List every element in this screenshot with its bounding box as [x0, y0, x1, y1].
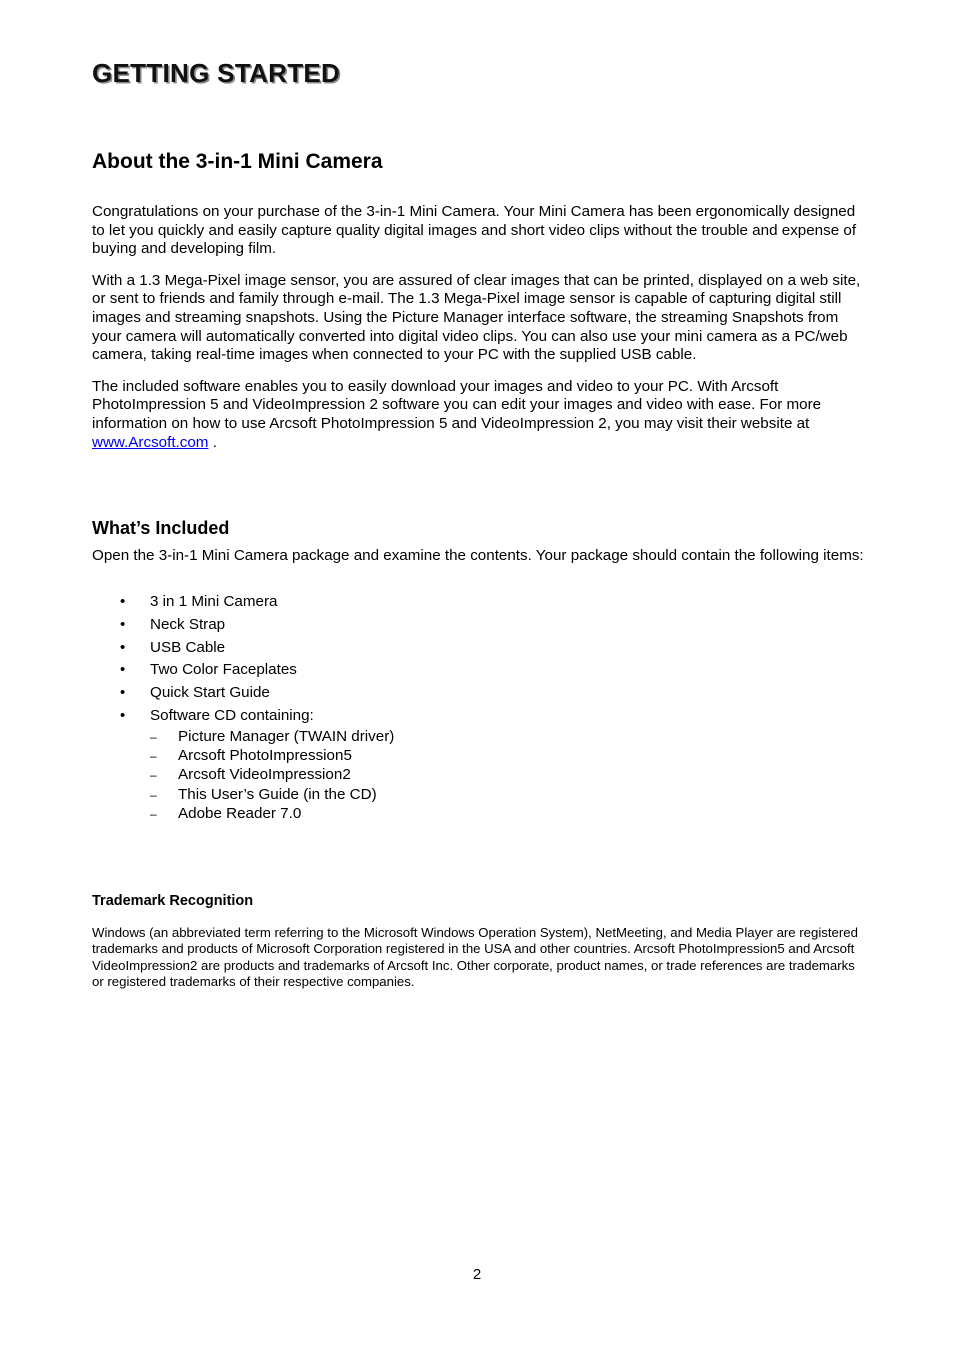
software-cd-contents-list — [150, 728, 394, 825]
intro-paragraph-1: Congratulations on your purchase of the 3-in-1 Mini Camera. Your Mini Camera has been ergonomically designed to let you quickly and easily capture quality digital images and short video clips without the trouble and expense of buying and developing film. — [92, 203, 857, 258]
sub-list-item-label: Arcsoft VideoImpression2 — [178, 766, 351, 784]
bullet-icon: • — [120, 661, 126, 679]
bullet-icon: • — [120, 593, 126, 610]
trademark-title: Trademark Recognition — [92, 893, 254, 909]
list-item — [92, 593, 394, 612]
chapter-title: GETTING STARTED — [92, 58, 341, 88]
list-item-label: 3 in 1 Mini Camera — [150, 593, 278, 610]
intro-paragraph-2: With a 1.3 Mega-Pixel image sensor, you are assured of clear images that can be printed, displayed on a web site, or sent to friends and family through e-mail. The 1.3 Mega-Pixel image sensor is capable of capturing digital still images and streaming snapshots. Using the Picture Manager interface software, the streaming Snapshots from your camera will automatically converted into digital video clips. You can also use your mini camera as a PC/web camera, taking real-time images when connected to your PC with the supplied USB cable. — [92, 271, 861, 364]
list-item — [92, 616, 394, 635]
dash-icon: – — [150, 787, 157, 802]
sub-list-item — [150, 747, 394, 766]
page-number: 2 — [472, 1266, 482, 1283]
bullet-icon: • — [120, 615, 126, 633]
sub-list-item-label: This User’s Guide (in the CD) — [178, 785, 377, 803]
dash-icon: – — [150, 729, 157, 744]
trademark-text: Windows (an abbreviated term referring to the Microsoft Windows Operation System), NetMeeting, and Media Player are registered trademarks and products of Microsoft Corporation registered in the USA and other countries. Arcsoft PhotoImpression5 and Arcsoft VideoImpression2 are products and trademarks of Arcsoft Inc. Other corporate, product names, or trade references are trademarks or registered trademarks of their respective companies. — [92, 925, 858, 990]
list-item — [92, 639, 394, 658]
section-title: About the 3-in-1 Mini Camera — [92, 150, 383, 173]
list-item-label: Neck Strap — [150, 615, 226, 633]
bullet-icon: • — [120, 638, 126, 656]
list-item-label: USB Cable — [150, 638, 226, 656]
intro-paragraph-3 — [92, 378, 867, 452]
whats-included-title: What’s Included — [92, 518, 230, 538]
list-item-label: Quick Start Guide — [150, 684, 270, 702]
list-item — [92, 661, 394, 680]
sub-list-item-label: Picture Manager (TWAIN driver) — [178, 727, 395, 745]
arcsoft-website-link[interactable]: www.Arcsoft.com — [92, 433, 209, 451]
list-item-label: Two Color Faceplates — [150, 661, 297, 679]
whats-included-intro: Open the 3-in-1 Mini Camera package and examine the contents. Your package should contain the following items: — [92, 547, 864, 564]
dash-icon: – — [150, 807, 157, 822]
intro-paragraph-3-end: . — [208, 433, 217, 451]
list-item — [92, 707, 394, 824]
intro-section — [92, 203, 867, 465]
intro-paragraph-3-text: The included software enables you to easily download your images and video to your PC. With Arcsoft PhotoImpression 5 and VideoImpression 2 software you can edit your images and video with ease. For more information on how to use Arcsoft PhotoImpression 5 and VideoImpression 2, you may visit their website at — [92, 377, 822, 432]
list-item — [92, 684, 394, 703]
sub-list-item — [150, 766, 394, 785]
dash-icon: – — [150, 748, 157, 763]
sub-list-item-label: Adobe Reader 7.0 — [178, 805, 302, 823]
sub-list-item — [150, 728, 394, 747]
dash-icon: – — [150, 768, 157, 783]
sub-list-item — [150, 805, 394, 824]
sub-list-item — [150, 786, 394, 805]
bullet-icon: • — [120, 684, 126, 702]
sub-list-item-label: Arcsoft PhotoImpression5 — [178, 746, 352, 764]
list-item-label: Software CD containing: — [150, 706, 314, 724]
package-contents-list — [92, 593, 394, 828]
bullet-icon: • — [120, 706, 126, 724]
